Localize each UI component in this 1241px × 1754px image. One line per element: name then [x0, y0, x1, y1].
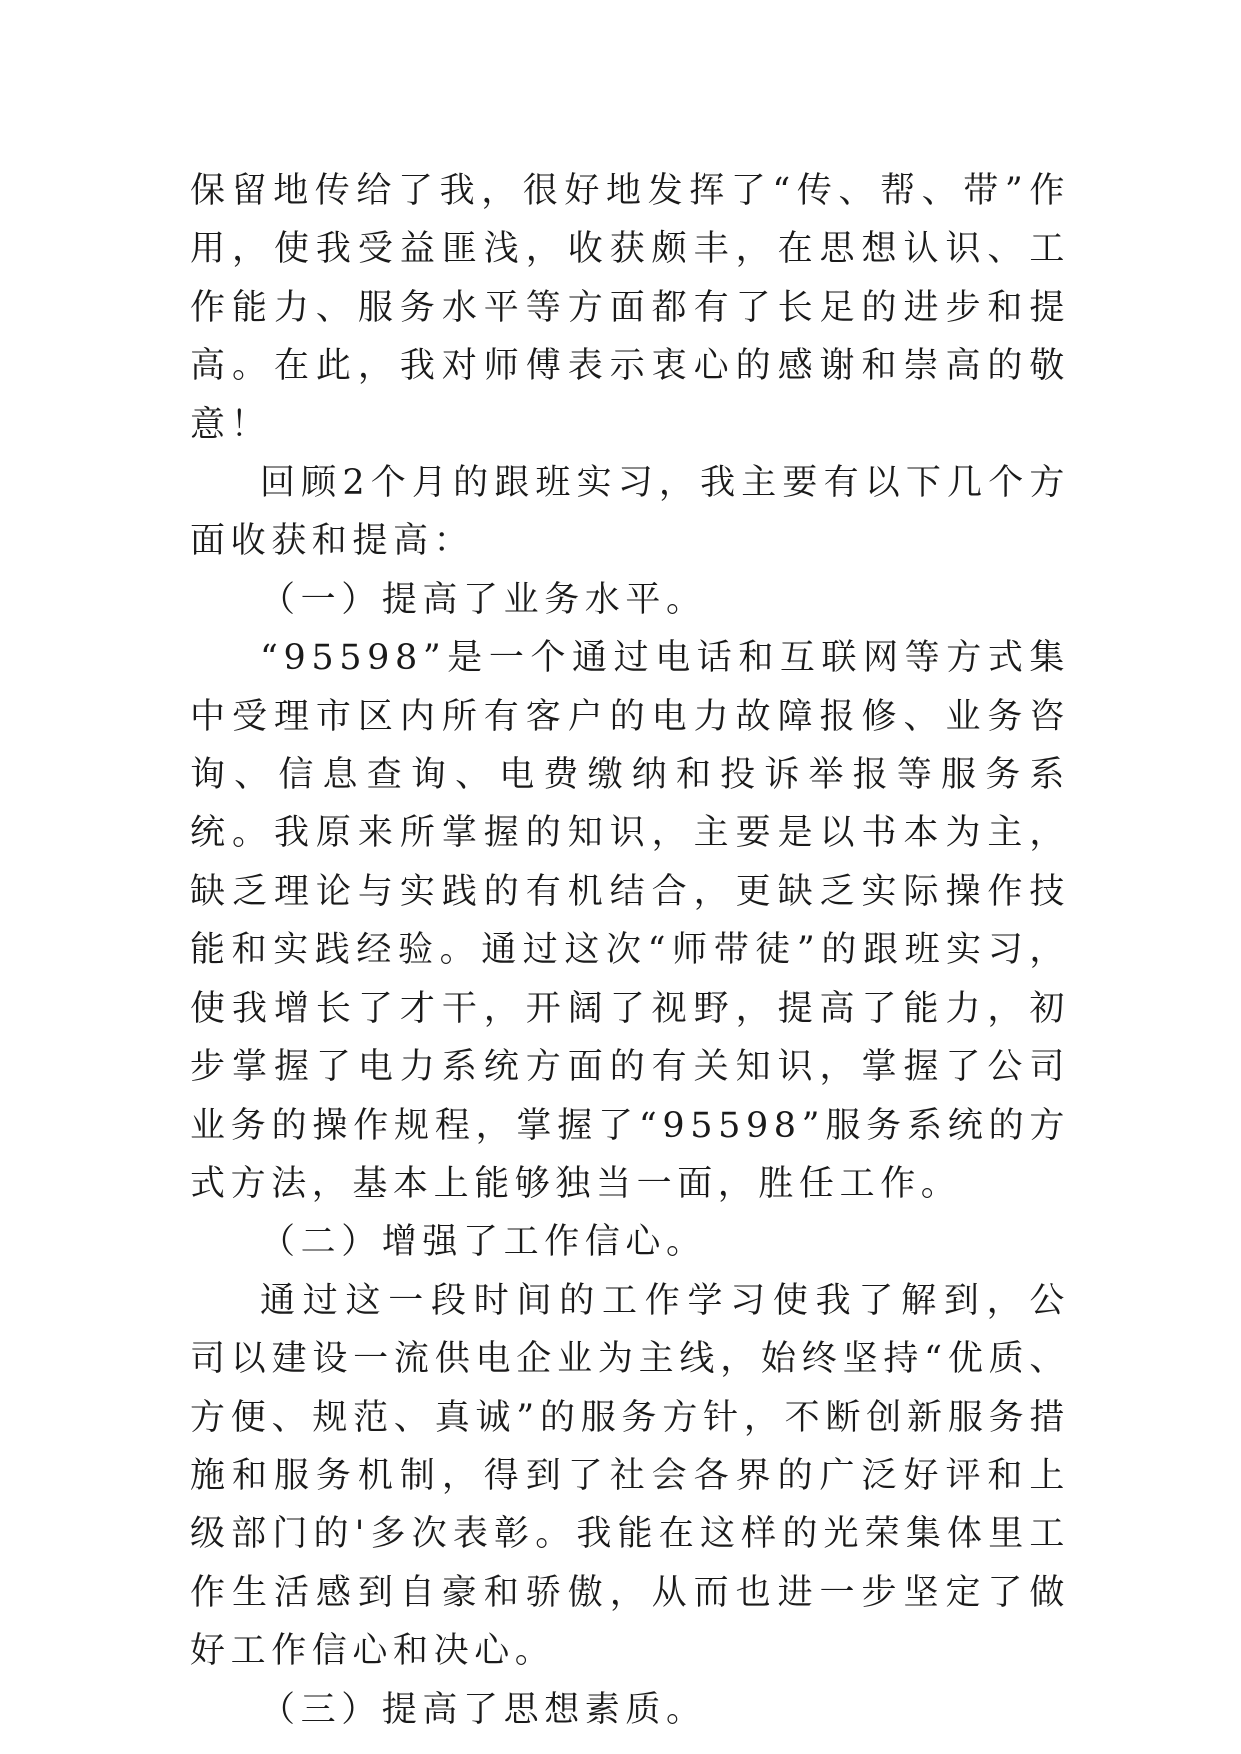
- paragraph-gratitude: 保留地传给了我，很好地发挥了“传、帮、带”作用，使我受益匪浅，收获颇丰，在思想认识、工作能力、服务水平等方面都有了长足的进步和提高。在此，我对师傅表示衷心的感谢和崇高的敬意！: [190, 171, 1070, 445]
- document-body: [190, 162, 1070, 1739]
- section-heading-2: （二）增强了工作信心。: [260, 1222, 707, 1263]
- paragraph-business-level: “95598”是一个通过电话和互联网等方式集中受理市区内所有客户的电力故障报修、业务咨询、信息查询、电费缴纳和投诉举报等服务系统。我原来所掌握的知识，主要是以书本为主，缺乏理论与实践的有机结合，更缺乏实际操作技能和实践经验。通过这次“师带徒”的跟班实习，使我增长了才干，开阔了视野，提高了能力，初步掌握了电力系统方面的有关知识，掌握了公司业务的操作规程，掌握了“95598”服务系统的方式方法，基本上能够独当一面，胜任工作。: [190, 638, 1070, 1204]
- paragraph-work-confidence: 通过这一段时间的工作学习使我了解到，公司以建设一流供电企业为主线，始终坚持“优质、方便、规范、真诚”的服务方针，不断创新服务措施和服务机制，得到了社会各界的广泛好评和上级部门的'多次表彰。我能在这样的光荣集体里工作生活感到自豪和骄傲，从而也进一步坚定了做好工作信心和决心。: [190, 1280, 1070, 1672]
- paragraph-review-intro: 回顾2个月的跟班实习，我主要有以下几个方面收获和提高：: [190, 463, 1070, 562]
- section-heading-1: （一）提高了业务水平。: [260, 579, 707, 620]
- section-heading-3: （三）提高了思想素质。: [260, 1689, 707, 1730]
